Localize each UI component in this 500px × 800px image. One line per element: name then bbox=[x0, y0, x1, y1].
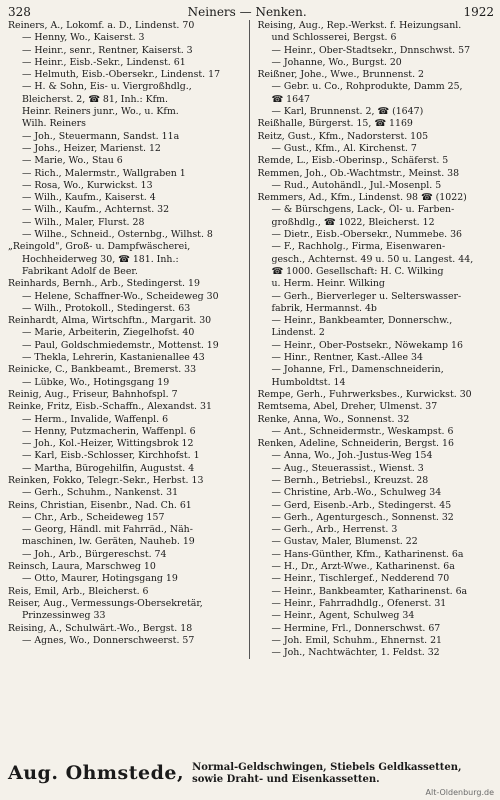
directory-columns bbox=[8, 20, 494, 659]
directory-entry: — Paul, Goldschmiedemstr., Mottenst. 19 bbox=[22, 339, 219, 351]
directory-entry: Reißner, Johe., Wwe., Brunnenst. 2 bbox=[257, 69, 424, 81]
directory-entry: — Agnes, Wo., Donnerschweerst. 57 bbox=[22, 634, 195, 646]
directory-entry: Renke, Anna, Wo., Sonnenst. 32 bbox=[257, 413, 410, 425]
directory-entry: Reins, Christian, Eisenbr., Nad. Ch. 61 bbox=[8, 499, 192, 511]
directory-entry: — Hans-Günther, Kfm., Katharinenst. 6a bbox=[271, 548, 464, 560]
directory-entry: — Rosa, Wo., Kurwickst. 13 bbox=[22, 179, 153, 191]
column-divider bbox=[249, 20, 250, 659]
page-title: Neiners — Nenken. bbox=[187, 5, 307, 19]
directory-entry: ☎ 1000. Gesellschaft: H. C. Wilking bbox=[271, 265, 444, 277]
directory-entry: — Henny, Wo., Kaiserst. 3 bbox=[22, 32, 145, 44]
directory-entry: — Lübke, Wo., Hotingsgang 19 bbox=[22, 376, 170, 388]
directory-entry: Remde, L., Eisb.-Oberinsp., Schäferst. 5 bbox=[257, 155, 449, 167]
directory-entry: Reinhardt, Alma, Wirtschftn., Margarit. 30 bbox=[8, 315, 212, 327]
page-year: 1922 bbox=[463, 5, 494, 19]
directory-entry: — Wilh., Protokoll., Stedingerst. 63 bbox=[22, 302, 191, 314]
directory-entry: Reising, Aug., Rep.-Werkst. f. Heizungsanl. bbox=[257, 20, 462, 31]
directory-entry: Lindenst. 2 bbox=[271, 327, 325, 339]
directory-entry: — Rich., Malermstr., Wallgraben 1 bbox=[22, 167, 186, 179]
directory-entry: — Chr., Arb., Scheideweg 157 bbox=[22, 511, 165, 523]
directory-entry: — Johanne, Frl., Damenschneiderin, bbox=[271, 364, 444, 376]
directory-entry: Reinken, Fokko, Telegr.-Sekr., Herbst. 13 bbox=[8, 474, 204, 486]
advertisement-line-2: sowie Draht- und Eisenkassetten. bbox=[192, 774, 380, 785]
directory-entry: Reißhalle, Bürgerst. 15, ☎ 1169 bbox=[257, 118, 413, 130]
directory-entry: — Rud., Autohändl., Jul.-Mosenpl. 5 bbox=[271, 179, 442, 191]
directory-entry: — Bernh., Betriebsl., Kreuzst. 28 bbox=[271, 474, 429, 486]
directory-entry: — Georg, Händl. mit Fahrräd., Näh- bbox=[22, 524, 193, 536]
directory-entry: Remmers, Ad., Kfm., Lindenst. 98 ☎ (1022) bbox=[257, 192, 467, 204]
directory-entry: — F., Rachholg., Firma, Eisenwaren- bbox=[271, 241, 446, 253]
directory-entry: Reising, A., Schulwärt.-Wo., Bergst. 18 bbox=[8, 622, 193, 634]
directory-entry: — Johs., Heizer, Marienst. 12 bbox=[22, 142, 161, 154]
directory-entry: Reiser, Aug., Vermessungs-Obersekretär, bbox=[8, 597, 203, 609]
directory-entry: — Wilh., Maler, Flurst. 28 bbox=[22, 216, 145, 228]
directory-entry: Reinicke, C., Bankbeamt., Bremerst. 33 bbox=[8, 364, 197, 376]
directory-entry: — Gebr. u. Co., Rohprodukte, Damm 25, bbox=[271, 81, 463, 93]
directory-entry: Renken, Adeline, Schneiderin, Bergst. 16 bbox=[257, 438, 454, 450]
directory-entry: — Wilh., Kaufm., Kaiserst. 4 bbox=[22, 192, 156, 204]
advertisement-footer bbox=[8, 761, 494, 786]
directory-entry: u. Herm. Heinr. Wilking bbox=[271, 278, 385, 290]
right-column bbox=[257, 20, 494, 659]
directory-entry: ☎ 1647 bbox=[271, 93, 311, 105]
directory-entry: — Hermine, Frl., Donnerschwst. 67 bbox=[271, 622, 441, 634]
page-header bbox=[8, 4, 494, 20]
directory-entry: Fabrikant Adolf de Beer. bbox=[22, 265, 138, 277]
directory-entry: — Thekla, Lehrerin, Kastanienallee 43 bbox=[22, 352, 205, 364]
directory-entry: und Schlosserei, Bergst. 6 bbox=[271, 32, 397, 44]
directory-entry: — H. & Sohn, Eis- u. Viergroßhdlg., bbox=[22, 81, 192, 93]
directory-entry: — Heinr., Bankbeamter, Donnerschw., bbox=[271, 315, 453, 327]
directory-entry: — Herm., Invalide, Waffenpl. 6 bbox=[22, 413, 169, 425]
directory-entry: Reinsch, Laura, Marschweg 10 bbox=[8, 561, 156, 573]
directory-entry: — Heinr., Tischlergef., Nedderend 70 bbox=[271, 573, 450, 585]
directory-entry: Heinr. Reiners junr., Wo., u. Kfm. bbox=[22, 106, 179, 118]
advertiser-name: Aug. Ohmstede, bbox=[8, 762, 185, 784]
directory-entry: — Helene, Schaffner-Wo., Scheideweg 30 bbox=[22, 290, 219, 302]
directory-entry: — Christine, Arb.-Wo., Schulweg 34 bbox=[271, 487, 442, 499]
directory-entry: — Gerh., Agenturgesch., Sonnenst. 32 bbox=[271, 511, 454, 523]
directory-entry: — Heinr., Agent, Schulweg 34 bbox=[271, 610, 415, 622]
directory-entry: fabrik, Hermannst. 4b bbox=[271, 302, 377, 314]
directory-entry: — Henny, Putzmacherin, Waffenpl. 6 bbox=[22, 425, 196, 437]
directory-entry: Reinig, Aug., Friseur, Bahnhofspl. 7 bbox=[8, 388, 178, 400]
directory-entry: Reinke, Fritz, Eisb.-Schaffn., Alexandst. 31 bbox=[8, 401, 212, 413]
watermark: Alt-Oldenburg.de bbox=[425, 788, 494, 797]
directory-entry: — Dietr., Eisb.-Obersekr., Nummebe. 36 bbox=[271, 229, 463, 241]
directory-entry: Prinzessinweg 33 bbox=[22, 610, 106, 622]
directory-entry: — Martha, Bürogehilfin, Augustst. 4 bbox=[22, 462, 195, 474]
directory-entry: — Heinr., Ober-Postsekr., Nöwekamp 16 bbox=[271, 339, 463, 351]
directory-entry: — Marie, Wo., Stau 6 bbox=[22, 155, 123, 167]
directory-entry: — Joh., Kol.-Heizer, Wittingsbrok 12 bbox=[22, 438, 194, 450]
advertisement-text bbox=[192, 762, 461, 786]
directory-entry: Rempe, Gerh., Fuhrwerksbes., Kurwickst. 30 bbox=[257, 388, 472, 400]
directory-entry: — Joh., Arb., Bürgereschst. 74 bbox=[22, 548, 167, 560]
directory-entry: — Heinr., senr., Rentner, Kaiserst. 3 bbox=[22, 44, 193, 56]
directory-entry: — Gerd, Eisenb.-Arb., Stedingerst. 45 bbox=[271, 499, 452, 511]
directory-entry: Reinhards, Bernh., Arb., Stedingerst. 19 bbox=[8, 278, 200, 290]
directory-entry: maschinen, lw. Geräten, Nauheb. 19 bbox=[22, 536, 195, 548]
directory-entry: — Aug., Steuerassist., Wienst. 3 bbox=[271, 462, 424, 474]
directory-entry: — Gust., Kfm., Al. Kirchenst. 7 bbox=[271, 142, 417, 154]
directory-entry: Bleicherst. 2, ☎ 81, Inh.: Kfm. bbox=[22, 93, 169, 105]
directory-entry: Reiners, A., Lokomf. a. D., Lindenst. 70 bbox=[8, 20, 195, 31]
directory-entry: großhdlg., ☎ 1022, Bleicherst. 12 bbox=[271, 216, 435, 228]
directory-entry: — Karl, Brunnenst. 2, ☎ (1647) bbox=[271, 106, 424, 118]
directory-entry: — Ant., Schneidermstr., Weskampst. 6 bbox=[271, 425, 454, 437]
directory-entry: Hochheiderweg 30, ☎ 181. Inh.: bbox=[22, 253, 179, 265]
directory-entry: — Heinr., Eisb.-Sekr., Lindenst. 61 bbox=[22, 56, 186, 68]
directory-entry: — Gerh., Schuhm., Nankenst. 31 bbox=[22, 487, 179, 499]
advertisement-line-1: Normal-Geldschwingen, Stiebels Geldkassetten, bbox=[192, 762, 462, 773]
directory-entry: — Heinr., Bankbeamter, Katharinenst. 6a bbox=[271, 585, 468, 597]
left-column bbox=[8, 20, 245, 659]
directory-entry: — Marie, Arbeiterin, Ziegelhofst. 40 bbox=[22, 327, 195, 339]
directory-entry: Humboldtst. 14 bbox=[271, 376, 346, 388]
directory-entry: Reis, Emil, Arb., Bleicherst. 6 bbox=[8, 585, 149, 597]
directory-entry: — Gerh., Arb., Herrenst. 3 bbox=[271, 524, 398, 536]
directory-entry: — Wilh., Kaufm., Achternst. 32 bbox=[22, 204, 170, 216]
directory-entry: — Otto, Maurer, Hotingsgang 19 bbox=[22, 573, 178, 585]
directory-entry: — Joh., Steuermann, Sandst. 11a bbox=[22, 130, 180, 142]
directory-entry: — & Bürschgens, Lack-, Öl- u. Farben- bbox=[271, 204, 455, 216]
directory-entry: Remmen, Joh., Ob.-Wachtmstr., Meinst. 38 bbox=[257, 167, 460, 179]
directory-entry: — Heinr., Fahrradhdlg., Ofenerst. 31 bbox=[271, 597, 447, 609]
directory-entry: — Gerh., Bierverleger u. Selterswasser- bbox=[271, 290, 462, 302]
directory-entry: Remtsema, Abel, Dreher, Ulmenst. 37 bbox=[257, 401, 438, 413]
directory-entry: — Hinr., Rentner, Kast.-Allee 34 bbox=[271, 352, 423, 364]
directory-entry: — Joh., Nachtwächter, 1. Feldst. 32 bbox=[271, 647, 440, 659]
directory-entry: — Karl, Eisb.-Schlosser, Kirchhofst. 1 bbox=[22, 450, 200, 462]
directory-entry: — Heinr., Ober-Stadtsekr., Dnnschwst. 57 bbox=[271, 44, 471, 56]
directory-entry: — Helmuth, Eisb.-Obersekr., Lindenst. 17 bbox=[22, 69, 221, 81]
directory-entry: — Anna, Wo., Joh.-Justus-Weg 154 bbox=[271, 450, 433, 462]
page-number: 328 bbox=[8, 5, 31, 19]
directory-entry: — Joh. Emil, Schuhm., Ehnernst. 21 bbox=[271, 634, 443, 646]
directory-entry: — Johanne, Wo., Burgst. 20 bbox=[271, 56, 402, 68]
directory-entry: „Reingold", Groß- u. Dampfwäscherei, bbox=[8, 241, 191, 253]
directory-entry: Reitz, Gust., Kfm., Nadorsterst. 105 bbox=[257, 130, 429, 142]
directory-entry: — Wilhe., Schneid., Osternbg., Wilhst. 8 bbox=[22, 229, 213, 241]
directory-entry: — H., Dr., Arzt-Wwe., Katharinenst. 6a bbox=[271, 561, 455, 573]
directory-entry: gesch., Achternst. 49 u. 50 u. Langest. 44, bbox=[271, 253, 474, 265]
directory-entry: Wilh. Reiners bbox=[22, 118, 86, 130]
directory-entry: — Gustav, Maler, Blumenst. 22 bbox=[271, 536, 418, 548]
